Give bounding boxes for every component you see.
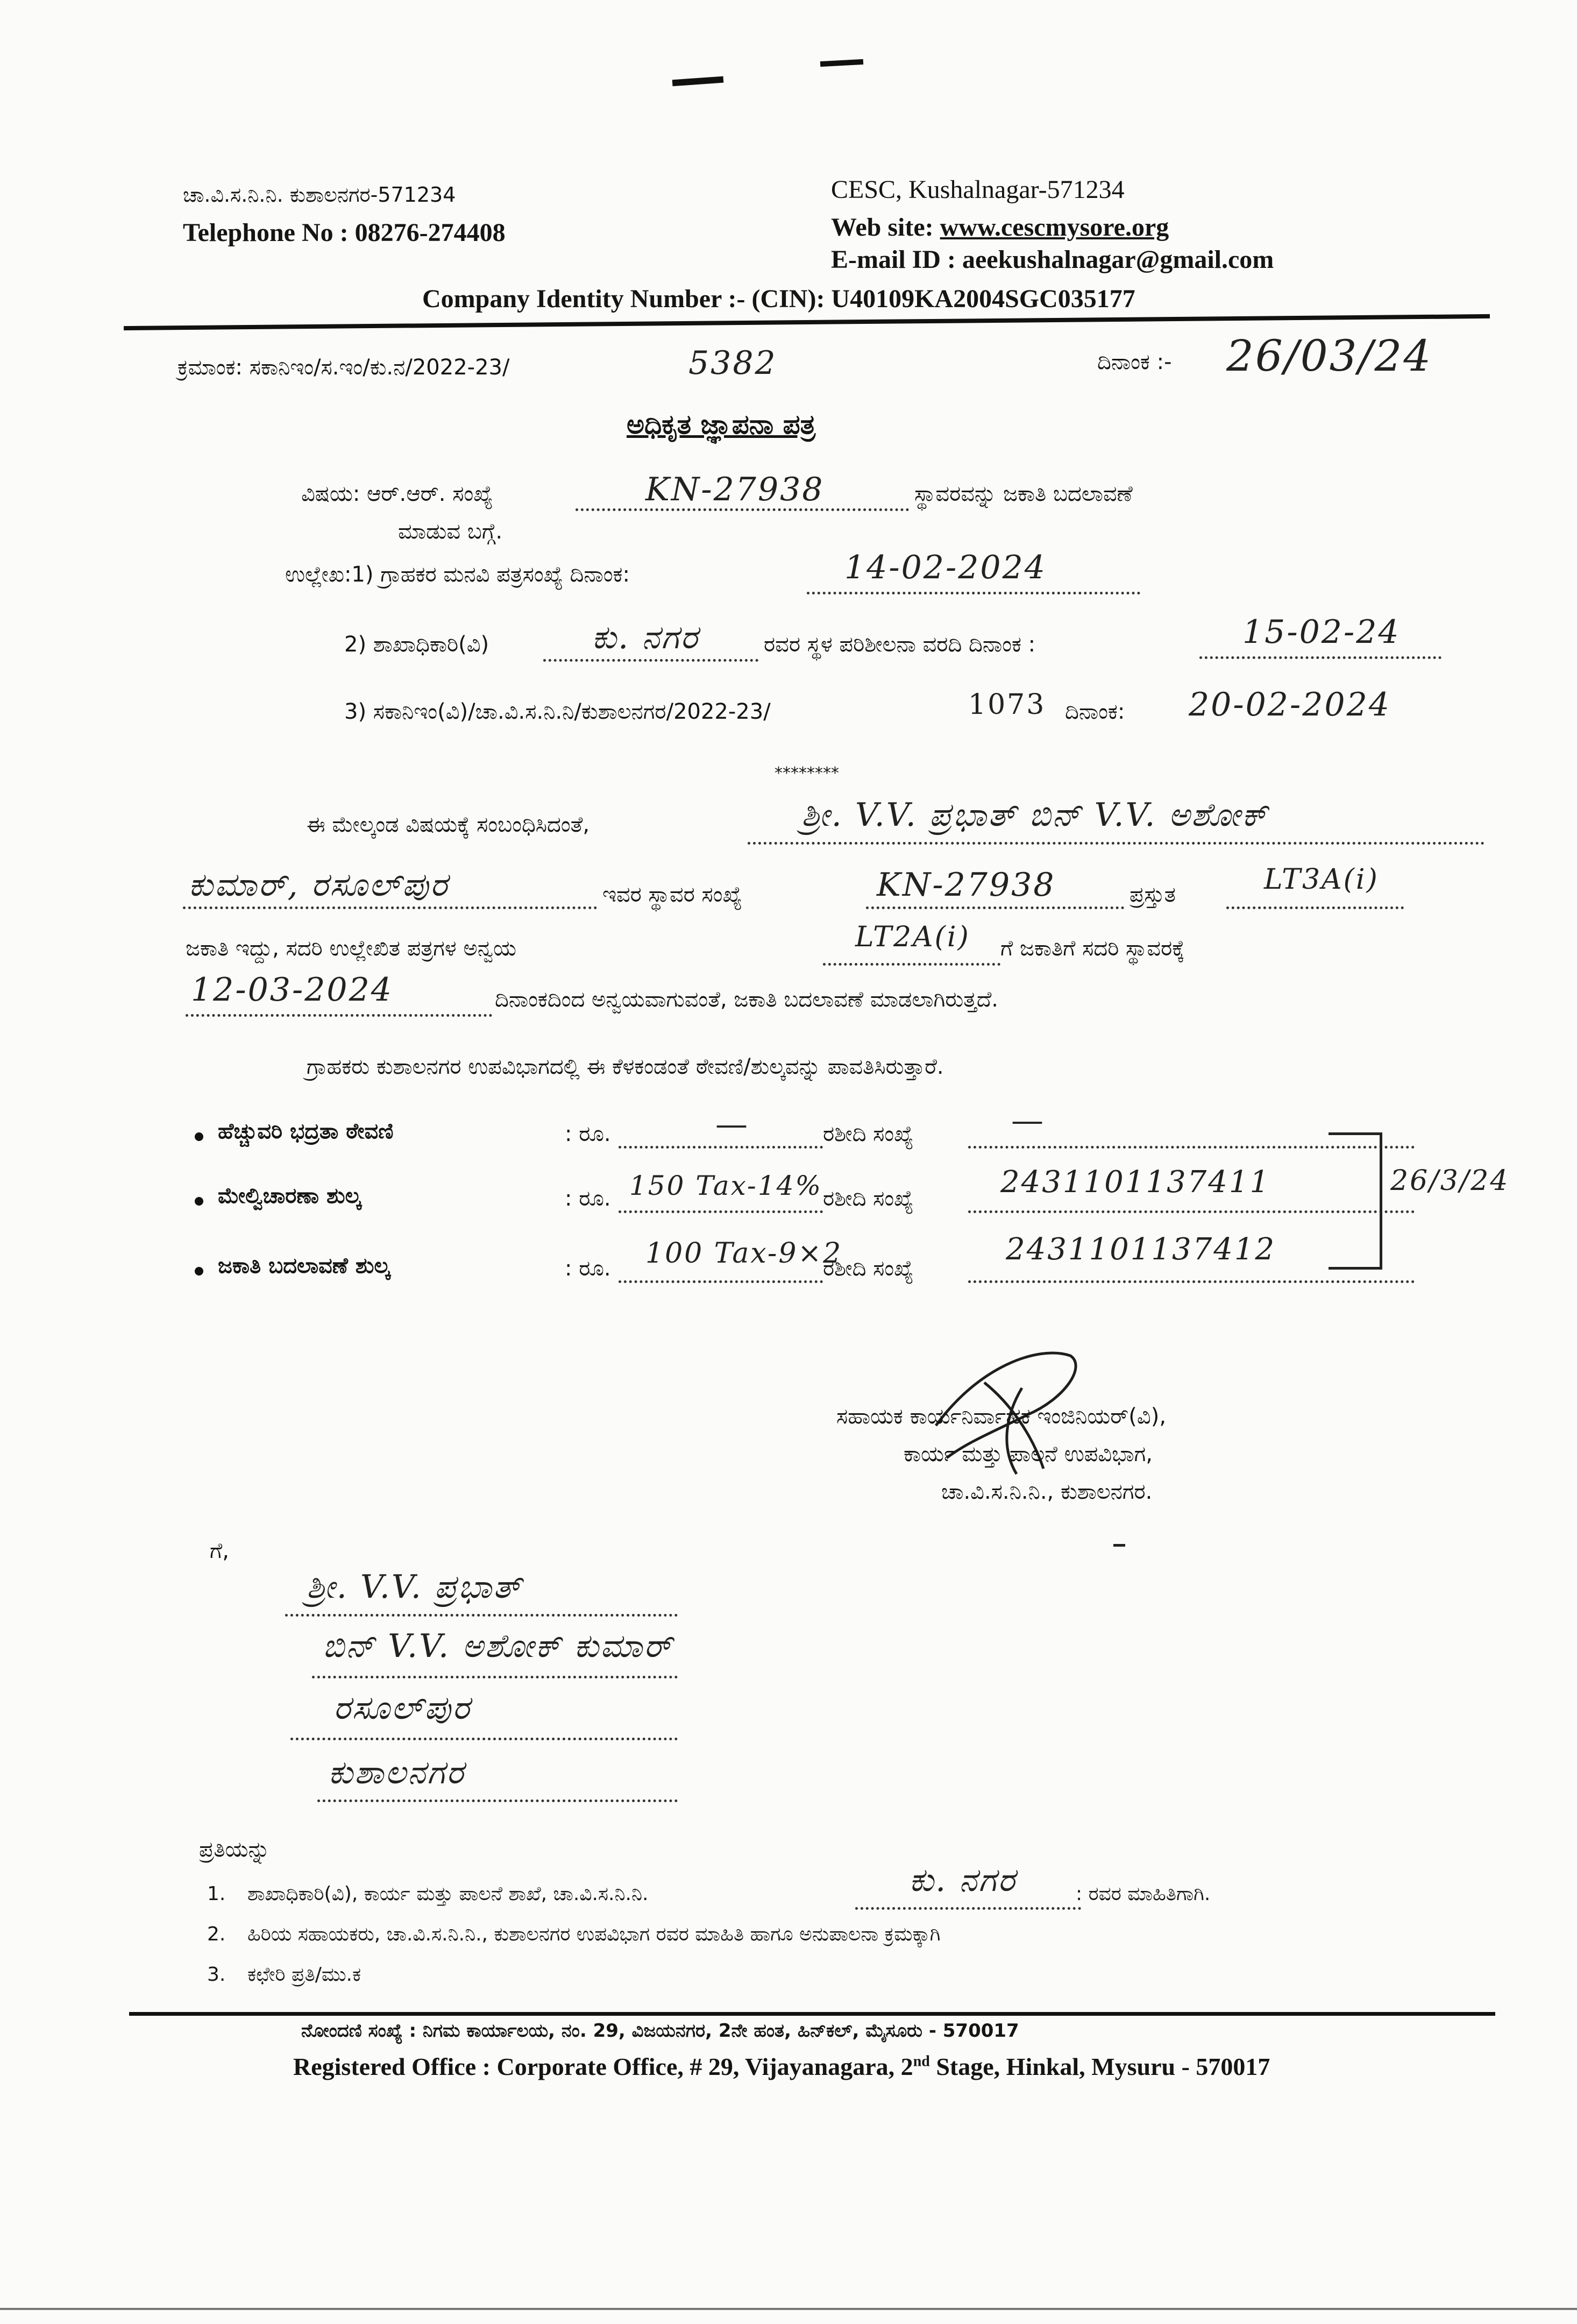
dotted-fill xyxy=(1226,906,1404,909)
to-line-2: ಬಿನ್ V.V. ಅಶೋಕ್ ಕುಮಾರ್ xyxy=(323,1627,673,1665)
footer-kannada: ನೋಂದಣಿ ಸಂಖ್ಯೆ : ನಿಗಮ ಕಾರ್ಯಾಲಯ, ನಂ. 29, ವಿಜಯನಗರ, 2ನೇ ಹಂತ, ಹಿನ್‌ಕಲ್, ಮೈಸೂರು - 570017 xyxy=(301,2020,1019,2042)
footer-en-sup: nd xyxy=(913,2053,930,2070)
reference-3-label: 3) ಸಕಾನಿಇಂ(ವಿ)/ಚಾ.ವಿ.ಸ.ನಿ.ನಿ/ಕುಶಾಲನಗರ/2022-23/ xyxy=(344,699,771,724)
scan-edge xyxy=(0,2308,1577,2310)
payment-3-rs: : ರೂ. xyxy=(565,1256,611,1281)
copy-3-num: 3. xyxy=(207,1964,226,1986)
copy-3-text: ಕಛೇರಿ ಪ್ರತಿ/ಮು.ಕ xyxy=(247,1964,361,1986)
cin: Company Identity Number :- (CIN): U40109KA2004SGC035177 xyxy=(422,285,1135,313)
website-link[interactable]: www.cescmysore.org xyxy=(940,213,1169,242)
dotted-fill xyxy=(748,842,1484,845)
signature-line3: ಚಾ.ವಿ.ಸ.ನಿ.ನಿ., ಕುಶಾಲನಗರ. xyxy=(941,1479,1153,1504)
copy-1-tail: : ರವರ ಮಾಹಿತಿಗಾಗಿ. xyxy=(1076,1883,1211,1905)
payment-date: 26/3/24 xyxy=(1390,1165,1510,1197)
dotted-fill xyxy=(619,1210,823,1213)
copy-2-num: 2. xyxy=(207,1923,226,1945)
ref-label: ಕ್ರಮಾಂಕ: ಸಕಾನಿಇಂ/ಸ.ಇಂ/ಕು.ನ/2022-23/ xyxy=(177,355,510,380)
payment-3-receipt-label: ರಶೀದಿ ಸಂಖ್ಯೆ xyxy=(823,1256,914,1281)
reference-3-date: 20-02-2024 xyxy=(1189,686,1391,724)
signature-line1: ಸಹಾಯಕ ಕಾರ್ಯನಿರ್ವಾಹಕ ಇಂಜಿನಿಯರ್(ವಿ), xyxy=(836,1404,1167,1429)
payment-1-rs: : ರೂ. xyxy=(565,1122,611,1146)
email: E-mail ID : aeekushalnagar@gmail.com xyxy=(831,245,1274,274)
dotted-fill xyxy=(968,1280,1415,1283)
payment-1-receipt-label: ರಶೀದಿ ಸಂಖ್ಯೆ xyxy=(823,1122,914,1146)
current-tariff: LT3A(i) xyxy=(1264,863,1379,896)
dotted-fill xyxy=(290,1738,678,1740)
body-intro: ಈ ಮೇಲ್ಕಂಡ ವಿಷಯಕ್ಕೆ ಸಂಬಂಧಿಸಿದಂತೆ, xyxy=(307,812,590,837)
payment-2-label: ಮೇಲ್ವಿಚಾರಣಾ ಶುಲ್ಕ xyxy=(218,1184,361,1208)
reference-2-date: 15-02-24 xyxy=(1242,613,1401,651)
ivara-text: ಇವರ ಸ್ಥಾವರ ಸಂಖ್ಯೆ xyxy=(602,882,742,907)
bullet xyxy=(195,1197,203,1206)
payment-2-receipt-label: ರಶೀದಿ ಸಂಖ್ಯೆ xyxy=(823,1186,914,1211)
dotted-fill xyxy=(312,1676,678,1678)
dotted-fill xyxy=(619,1280,823,1283)
payment-3-amount: 100 Tax-9×2 xyxy=(645,1237,843,1270)
customer-name-line1: ಶ್ರೀ. V.V. ಪ್ರಭಾತ್ ಬಿನ್ V.V. ಅಶೋಕ್ xyxy=(801,796,1269,834)
payment-3-label: ಜಕಾತಿ ಬದಲಾವಣೆ ಶುಲ್ಕ xyxy=(218,1253,390,1278)
reference-2-suffix: ರವರ ಸ್ಥಳ ಪರಿಶೀಲನಾ ವರದಿ ದಿನಾಂಕ : xyxy=(764,632,1036,657)
payment-1-label: ಹೆಚ್ಚುವರಿ ಭದ್ರತಾ ಠೇವಣಿ xyxy=(218,1119,394,1144)
header-rule xyxy=(124,314,1490,330)
payment-2-receipt: 2431101137411 xyxy=(1000,1165,1271,1200)
dotted-fill xyxy=(866,906,1124,909)
footer-registered-office xyxy=(293,2052,1270,2081)
dotted-fill xyxy=(823,963,1000,966)
scan-mark xyxy=(672,76,724,87)
ref-number: 5382 xyxy=(688,344,777,382)
scan-mark xyxy=(820,59,863,67)
memo-title: ಅಧಿಕೃತ ಜ್ಞಾಪನಾ ಪತ್ರ xyxy=(627,409,816,440)
reference-2-branch: ಕು. ನಗರ xyxy=(592,619,699,656)
payment-1-amount: — xyxy=(715,1106,749,1143)
subject-label: ವಿಷಯ: ಆರ್.ಆರ್. ಸಂಖ್ಯೆ xyxy=(301,481,493,506)
new-tariff: LT2A(i) xyxy=(855,921,970,953)
payment-2-amount: 150 Tax-14% xyxy=(629,1170,822,1201)
dotted-fill xyxy=(576,508,909,511)
dotted-fill xyxy=(855,1907,1081,1910)
body-line3-a: ಜಕಾತಿ ಇದ್ದು, ಸದರಿ ಉಲ್ಲೇಖಿತ ಪತ್ರಗಳ ಅನ್ವಯ xyxy=(186,936,516,961)
body-rr-no: KN-27938 xyxy=(877,866,1056,904)
dotted-fill xyxy=(186,1014,492,1017)
reference-3-suffix: ದಿನಾಂಕ: xyxy=(1065,699,1125,724)
subject-rr-no: KN-27938 xyxy=(645,471,825,508)
bullet xyxy=(195,1132,203,1141)
dotted-fill xyxy=(183,906,597,909)
dotted-fill xyxy=(285,1614,678,1617)
subject-line2: ಮಾಡುವ ಬಗ್ಗೆ. xyxy=(398,519,503,544)
payment-intro: ಗ್ರಾಹಕರು ಕುಶಾಲನಗರ ಉಪವಿಭಾಗದಲ್ಲಿ ಈ ಕೆಳಕಂಡಂತೆ ಠೇವಣಿ/ಶುಲ್ಕವನ್ನು ಪಾವತಿಸಿರುತ್ತಾರೆ. xyxy=(307,1054,944,1079)
to-line-1: ಶ್ರೀ. V.V. ಪ್ರಭಾತ್ xyxy=(307,1568,523,1606)
dotted-fill xyxy=(1199,656,1441,659)
signature-line2: ಕಾರ್ಯ ಮತ್ತು ಪಾಲನೆ ಉಪವಿಭಾಗ, xyxy=(904,1442,1153,1466)
prastuta-text: ಪ್ರಸ್ತುತ xyxy=(1130,882,1176,907)
payment-bracket xyxy=(1329,1132,1382,1270)
dotted-fill xyxy=(807,592,1140,594)
copy-1-num: 1. xyxy=(207,1883,226,1905)
to-line-3: ರಸೂಲ್‌ಪುರ xyxy=(333,1689,471,1727)
telephone: Telephone No : 08276-274408 xyxy=(183,218,506,247)
office-name-kannada: ಚಾ.ವಿ.ಸ.ನಿ.ನಿ. ಕುಶಾಲನಗರ-571234 xyxy=(183,183,456,207)
body-line3-b: ಗೆ ಜಕಾತಿಗೆ ಸದರಿ ಸ್ಥಾವರಕ್ಕೆ xyxy=(1000,936,1185,961)
letter-date: 26/03/24 xyxy=(1226,331,1433,381)
effective-date: 12-03-2024 xyxy=(191,971,393,1009)
to-line-4: ಕುಶಾಲನಗರ xyxy=(328,1754,465,1791)
to-label: ಗೆ, xyxy=(210,1539,229,1563)
footer-rule xyxy=(129,2012,1495,2016)
subject-rest: ಸ್ಥಾವರವನ್ನು ಜಕಾತಿ ಬದಲಾವಣೆ xyxy=(914,481,1133,506)
payment-2-rs: : ರೂ. xyxy=(565,1186,611,1211)
body-line4: ದಿನಾಂಕದಿಂದ ಅನ್ವಯವಾಗುವಂತೆ, ಜಕಾತಿ ಬದಲಾವಣೆ ಮಾಡಲಾಗಿರುತ್ತದೆ. xyxy=(495,987,999,1012)
copy-2-text: ಹಿರಿಯ ಸಹಾಯಕರು, ಚಾ.ವಿ.ಸ.ನಿ.ನಿ., ಕುಶಾಲನಗರ ಉಪವಿಭಾಗ ರವರ ಮಾಹಿತಿ ಹಾಗೂ ಅನುಪಾಲನಾ ಕ್ರಮಕ್ಕಾಗಿ xyxy=(247,1923,941,1945)
separator: ******** xyxy=(775,764,839,783)
website-label: Web site: xyxy=(831,213,934,242)
reference-3-number: 1073 xyxy=(968,689,1046,721)
footer-en-b: Stage, Hinkal, Mysuru - 570017 xyxy=(929,2053,1270,2080)
dotted-fill xyxy=(543,659,758,662)
reference-2-label: 2) ಶಾಖಾಧಿಕಾರಿ(ವಿ) xyxy=(344,632,489,657)
copy-1-branch: ಕು. ನಗರ xyxy=(909,1861,1017,1899)
payment-1-receipt: — xyxy=(1011,1102,1045,1139)
copy-1-text: ಶಾಖಾಧಿಕಾರಿ(ವಿ), ಕಾರ್ಯ ಮತ್ತು ಪಾಲನೆ ಶಾಖೆ, ಚಾ.ವಿ.ಸ.ನಿ.ನಿ. xyxy=(247,1883,649,1905)
dotted-fill xyxy=(619,1146,823,1149)
reference-1-label: ಉಲ್ಲೇಖ:1) ಗ್ರಾಹಕರ ಮನವಿ ಪತ್ರಸಂಖ್ಯೆ ದಿನಾಂಕ: xyxy=(285,562,630,587)
footer-en-a: Registered Office : Corporate Office, # 29, Vijayanagara, 2 xyxy=(293,2053,913,2080)
copy-label: ಪ್ರತಿಯನ್ನು xyxy=(199,1837,270,1862)
payment-3-receipt: 2431101137412 xyxy=(1006,1232,1276,1267)
reference-1-date: 14-02-2024 xyxy=(844,549,1047,586)
website-line xyxy=(831,212,1169,242)
date-label: ದಿನಾಂಕ :- xyxy=(1097,350,1172,374)
bullet xyxy=(195,1267,203,1276)
dotted-fill xyxy=(317,1799,678,1802)
stray-dash xyxy=(1113,1544,1125,1547)
cesc-name: CESC, Kushalnagar-571234 xyxy=(831,175,1125,204)
customer-name-line2: ಕುಮಾರ್, ರಸೂಲ್‌ಪುರ xyxy=(188,866,449,904)
